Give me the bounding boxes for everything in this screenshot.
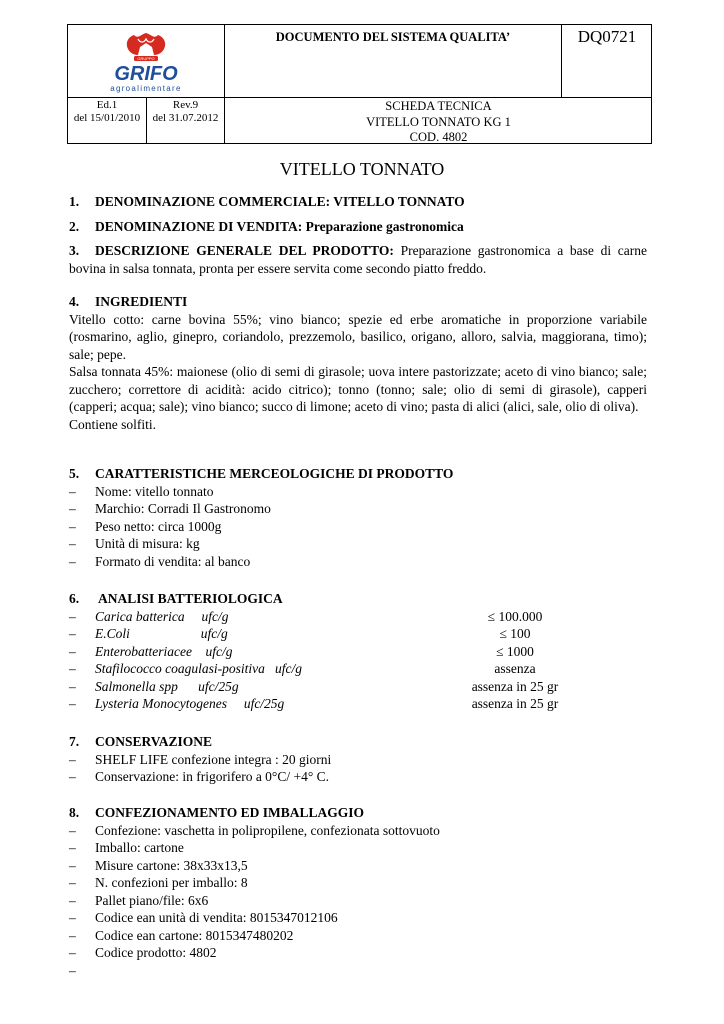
list-item: – N. confezioni per imballo: 8: [69, 875, 248, 890]
analysis-label: Salmonella spp ufc/25g: [95, 678, 239, 694]
logo-text: GRIFO: [114, 63, 178, 85]
section-heading: DESCRIZIONE GENERALE DEL PRODOTTO:: [95, 243, 394, 258]
section-text: Preparazione gastronomica a base di carne bovina in salsa tonnata, pronta per essere servita come secondo piatto freddo.: [69, 243, 647, 276]
section-number: 3.: [69, 243, 80, 258]
section-6: [69, 590, 647, 713]
section-heading: CARATTERISTICHE MERCEOLOGICHE DI PRODOTTO: [95, 466, 454, 481]
sheet-line: SCHEDA TECNICA: [385, 99, 492, 113]
list-item: – Misure cartone: 38x33x13,5: [69, 857, 248, 873]
revision-date: del 31.07.2012: [152, 112, 219, 124]
analysis-value: ≤ 1000: [496, 643, 534, 659]
section-number: 4.: [69, 294, 80, 309]
ingredients-meat: Vitello cotto: carne bovina 55%; vino bianco; spezie ed erbe aromatiche in proporzione variabile (rosmarino, aglio, ginepro, coriandolo, prezzemolo, basilico, origano, alloro, salvia, maggiorana, timo); sale; pepe.: [69, 311, 647, 362]
list-item: – Conservazione: in frigorifero a 0°C/ +4° C.: [69, 769, 329, 784]
section-number: 6.: [69, 591, 80, 606]
allergen-note: Contiene solfiti.: [69, 416, 156, 432]
sheet-line: VITELLO TONNATO KG 1: [366, 114, 511, 129]
section-7: [69, 733, 647, 786]
list-item: – Unità di misura: kg: [69, 536, 200, 551]
section-heading: ANALISI BATTERIOLOGICA: [98, 591, 283, 606]
list-item: – Codice ean cartone: 8015347480202: [69, 927, 294, 943]
list-item: – Codice prodotto: 4802: [69, 945, 217, 960]
analysis-value: ≤ 100.000: [487, 608, 543, 624]
section-heading: CONFEZIONAMENTO ED IMBALLAGGIO: [95, 805, 365, 820]
section-heading: INGREDIENTI: [95, 294, 188, 309]
analysis-value: ≤ 100: [499, 626, 531, 641]
analysis-label: Lysteria Monocytogenes ufc/25g: [95, 696, 285, 711]
section-heading: CONSERVAZIONE: [95, 734, 213, 749]
logo-badge: GRUPPO: [137, 56, 155, 61]
analysis-label: E.Coli ufc/g: [95, 626, 228, 641]
section-3: [69, 242, 647, 277]
list-item: – Marchio: Corradi Il Gastronomo: [69, 501, 271, 516]
list-item: – Imballo: cartone: [69, 840, 184, 855]
section-heading: DENOMINAZIONE COMMERCIALE: VITELLO TONNATO: [95, 194, 465, 209]
sheet-line: COD. 4802: [409, 130, 468, 144]
analysis-row: – Salmonella spp ufc/25g assenza in 25 gr: [69, 678, 647, 696]
sheet-info: [225, 99, 652, 146]
edition-date: del 15/01/2010: [73, 112, 141, 124]
section-1: [69, 193, 647, 211]
document-header: [67, 24, 652, 144]
analysis-value: assenza in 25 gr: [471, 678, 559, 694]
section-number: 8.: [69, 805, 80, 820]
analysis-row: – E.Coli ufc/g ≤ 100: [69, 625, 647, 643]
analysis-value: assenza in 25 gr: [471, 696, 559, 711]
list-item: – Codice ean unità di vendita: 8015347012106: [69, 910, 338, 925]
analysis-label: Carica batterica ufc/g: [95, 608, 229, 624]
revision-label: Rev.9: [172, 99, 199, 111]
analysis-row: – Lysteria Monocytogenes ufc/25g assenza in 25 gr: [69, 695, 647, 713]
list-item: – Nome: vitello tonnato: [69, 483, 214, 499]
section-number: 1.: [69, 194, 80, 209]
section-heading: DENOMINAZIONE DI VENDITA: Preparazione gastronomica: [95, 219, 464, 234]
list-item: – Peso netto: circa 1000g: [69, 518, 222, 534]
edition-cell: [68, 98, 146, 125]
edition-label: Ed.1: [96, 99, 118, 111]
section-5: [69, 465, 647, 570]
revision-cell: [147, 98, 224, 125]
section-number: 2.: [69, 219, 80, 234]
analysis-row: – Carica batterica ufc/g ≤ 100.000: [69, 608, 647, 626]
analysis-label: Stafilococco coagulasi-positiva ufc/g: [95, 661, 302, 676]
list-item: – Formato di vendita: al banco: [69, 553, 251, 569]
page-title: VITELLO TONNATO: [279, 159, 445, 179]
list-item: – Confezione: vaschetta in polipropilene, confezionata sottovuoto: [69, 822, 440, 838]
logo-subtext: agroalimentare: [110, 84, 182, 93]
list-item: – Pallet piano/file: 6x6: [69, 892, 209, 908]
list-item: –: [69, 962, 76, 978]
section-number: 5.: [69, 466, 80, 481]
section-8: [69, 804, 647, 979]
analysis-value: assenza: [494, 661, 536, 676]
list-item: – SHELF LIFE confezione integra : 20 giorni: [69, 751, 332, 767]
doc-system-title: DOCUMENTO DEL SISTEMA QUALITA’: [275, 30, 511, 44]
grifo-logo: [68, 25, 224, 97]
analysis-label: Enterobatteriacee ufc/g: [95, 643, 233, 659]
section-2: [69, 218, 647, 236]
ingredients-sauce: Salsa tonnata 45%: maionese (olio di semi di girasole; uova intere pastorizzate; aceto di vino bianco; sale; zucchero; correttore di acidità: acido citrico); tonno (tonno; sale; olio di semi di girasole), capperi (capperi; acqua; sale); vino bianco; succo di limone; aceto di vino; pasta di alici (alici, sale, olio di oliva).: [69, 364, 647, 414]
section-4: [69, 293, 647, 433]
analysis-row: – Enterobatteriacee ufc/g ≤ 1000: [69, 643, 647, 661]
analysis-row: – Stafilococco coagulasi-positiva ufc/g assenza: [69, 660, 647, 678]
doc-code: DQ0721: [577, 27, 637, 46]
section-number: 7.: [69, 734, 80, 749]
